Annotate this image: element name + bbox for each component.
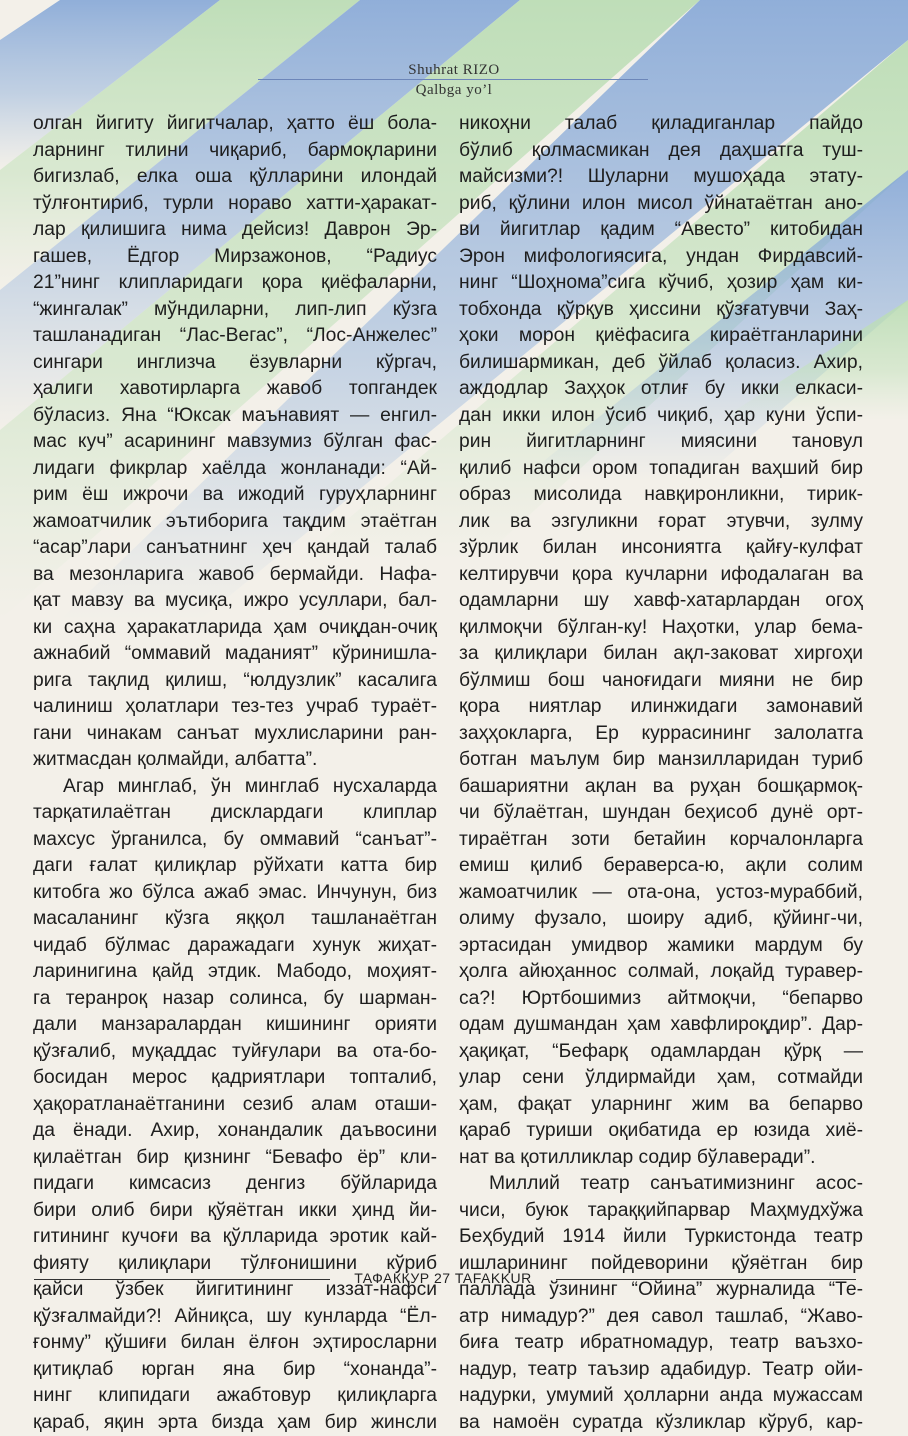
footer-rule-left — [34, 1279, 330, 1280]
text-line: образ мисолида навқиронликни, тирик- — [459, 482, 863, 509]
text-line: ларинигина қайд этдик. Мабодо, моҳият- — [33, 959, 437, 986]
text-line: сингари инглизча ёзувларни кўргач, — [33, 350, 437, 377]
text-line: аждодлар Заҳҳок отлиғ бу икки елкаси- — [459, 376, 863, 403]
page-footer — [0, 1268, 908, 1290]
text-line: ботган маълум бир манзилларидан туриб — [459, 747, 863, 774]
text-line: тираётган зоти бетайин корчалонларга — [459, 827, 863, 854]
text-line: дали манзаралардан кишининг орияти — [33, 1012, 437, 1039]
text-line: чиси, буюк тараққийпарвар Маҳмудхўжа — [459, 1198, 863, 1225]
text-line: қўзғалмайди?! Айниқса, шу кунларда “Ёл- — [33, 1304, 437, 1331]
text-line: махсус ўрганилса, бу оммавий “санъат”- — [33, 827, 437, 854]
text-line: Эрон мифологиясига, ундан Фирдавсий- — [459, 244, 863, 271]
text-line: ва мезонларига жавоб бермайди. Нафа- — [33, 562, 437, 589]
text-line: гашев, Ёдгор Мирзажонов, “Радиус — [33, 244, 437, 271]
text-line: за қилиқлари билан ақл-заковат хиргоҳи — [459, 641, 863, 668]
text-line: қат мавзу ва мусиқа, ижро усуллари, бал- — [33, 588, 437, 615]
text-line: одамларни шу хавф-хатарлардан огоҳ — [459, 588, 863, 615]
text-line: ишларининг пойдеворини қўяётган бир — [459, 1251, 863, 1278]
text-line: нат ва қотилликлар содир бўлаверади”. — [459, 1145, 863, 1172]
text-line: ташланадиган “Лас-Вегас”, “Лос-Анжелес” — [33, 323, 437, 350]
footer-rule-right — [556, 1279, 856, 1280]
text-line: гани чинакам санъат мухлисларини ран- — [33, 721, 437, 748]
text-line: да ёнади. Ахир, хонандалик даъвосини — [33, 1118, 437, 1145]
text-line: олиму фузало, шоиру адиб, қўйинг-чи, — [459, 906, 863, 933]
text-line: қўзғалиб, муқаддас туйғулари ва ота-бо- — [33, 1039, 437, 1066]
text-line: надурки, умумий ҳолларни анда мужассам — [459, 1383, 863, 1410]
text-line: жамоатчилик — ота-она, устоз-мураббий, — [459, 880, 863, 907]
text-line: пидаги кимсасиз денгиз бўйларида — [33, 1171, 437, 1198]
text-line: китобга жо бўлса ажаб эмас. Инчунун, биз — [33, 880, 437, 907]
text-line: лар қилишига нима дейсиз! Даврон Эр- — [33, 217, 437, 244]
text-line: мас куч” асарининг мавзумиз бўлган фас- — [33, 429, 437, 456]
text-line: бўлмиш бош чаноғидаги мияни не бир — [459, 668, 863, 695]
text-line: никоҳни талаб қиладиганлар пайдо — [459, 111, 863, 138]
text-line: масаланинг кўзга яққол ташланаётган — [33, 906, 437, 933]
text-line: емиш қилиб бераверса-ю, ақли солим — [459, 853, 863, 880]
text-line: бири олиб бири қўяётган икки ҳинд йи- — [33, 1198, 437, 1225]
text-line: рига тақлид қилиш, “юлдузлик” касалига — [33, 668, 437, 695]
text-line: ҳақиқат, “Бефарқ одамлардан қўрқ — — [459, 1039, 863, 1066]
text-line: Миллий театр санъатимизнинг асос- — [459, 1171, 863, 1198]
text-line: атр нимадур?” дея савол ташлаб, “Жаво- — [459, 1304, 863, 1331]
author-name: Shuhrat RIZO — [0, 62, 908, 79]
text-line: дан икки илон ўсиб чиқиб, ҳар куни ўспи- — [459, 403, 863, 430]
text-line: са?! Юртбошимиз айтмоқчи, “бепарво — [459, 986, 863, 1013]
text-line: қараб, яқин эрта бизда ҳам бир жинсли — [33, 1410, 437, 1436]
text-line: нинг “Шоҳнома”сига кўчиб, ҳозир ҳам ки- — [459, 270, 863, 297]
text-line: қитиқлаб юрган яна бир “хонанда”- — [33, 1357, 437, 1384]
text-line: гитининг кучоғи ва қўлларида эротик кай- — [33, 1224, 437, 1251]
text-line: олган йигиту йигитчалар, ҳатто ёш бола- — [33, 111, 437, 138]
text-line: 21”нинг клипларидаги қора қиёфаларни, — [33, 270, 437, 297]
text-line: рин йигитларнинг миясини тановул — [459, 429, 863, 456]
text-line: ҳақоратланаётганини сезиб алам оташи- — [33, 1092, 437, 1119]
text-line: тўлғонтириб, турли нораво хатти-ҳаракат- — [33, 191, 437, 218]
text-line: ҳам, фақат уларнинг жим ва бепарво — [459, 1092, 863, 1119]
text-line: ва намоён суратда кўзликлар кўруб, кар- — [459, 1410, 863, 1436]
text-line: надур, театр таъзир адабидур. Театр ойи- — [459, 1357, 863, 1384]
text-line: чидаб бўлмас даражадаги хунук жиҳат- — [33, 933, 437, 960]
footer-text: ТАФАККУР 27 TAFAKKUR — [330, 1270, 556, 1286]
article-title: Qalbga yo’l — [0, 82, 908, 99]
text-line: заҳҳокларга, Ер куррасининг залолатга — [459, 721, 863, 748]
text-line: қайси ўзбек йигитининг иззат-нафси — [33, 1277, 437, 1304]
text-line: босидан мерос қадриятлари топталиб, — [33, 1065, 437, 1092]
text-line: рим ёш ижрочи ва ижодий гуруҳларнинг — [33, 482, 437, 509]
text-line: лидаги фикрлар хаёлда жонланади: “Ай- — [33, 456, 437, 483]
text-line: биға театр ибратномадур, театр ваъзхо- — [459, 1330, 863, 1357]
text-line: Агар минглаб, ўн минглаб нусхаларда — [33, 774, 437, 801]
text-line: келтирувчи қора кучларни ифодалаган ва — [459, 562, 863, 589]
text-line: ҳалиги хавотирларга жавоб топгандек — [33, 376, 437, 403]
text-line: қилаётган бир қизнинг “Бевафо ёр” кли- — [33, 1145, 437, 1172]
text-line: улар сени ўлдирмайди ҳам, сотмайди — [459, 1065, 863, 1092]
text-line: башариятни ақлан ва руҳан бошқармоқ- — [459, 774, 863, 801]
text-line: ҳолга айюҳаннос солмай, лоқайд туравер- — [459, 959, 863, 986]
text-line: одам душмандан ҳам хавфлироқдир”. Дар- — [459, 1012, 863, 1039]
text-line: га теранроқ назар солинса, бу шарман- — [33, 986, 437, 1013]
text-line: ажнабий “оммавий маданият” кўринишла- — [33, 641, 437, 668]
text-line: нинг клипидаги ажабтовур қилиқларга — [33, 1383, 437, 1410]
text-line: лик ва эзгуликни ғорат этувчи, зулму — [459, 509, 863, 536]
text-line: ви йигитлар қадим “Авесто” китобидан — [459, 217, 863, 244]
text-line: қора ниятлар илинжидаги замонавий — [459, 694, 863, 721]
text-line: зўрлик билан инсониятга қайғу-кулфат — [459, 535, 863, 562]
text-line: қараб туриши оқибатида ер юзида хиё- — [459, 1118, 863, 1145]
text-line: “асар”лари санъатнинг ҳеч қандай талаб — [33, 535, 437, 562]
text-line: риб, қўлини илон мисол ўйнатаётган ано- — [459, 191, 863, 218]
header-rule — [258, 79, 648, 80]
text-line: билишармикан, деб ўйлаб қоласиз. Ахир, — [459, 350, 863, 377]
text-line: фияту қилиқлари тўлғонишини кўриб — [33, 1251, 437, 1278]
text-line: даги ғалат қилиқлар рўйхати катта бир — [33, 853, 437, 880]
text-line: паллада ўзининг “Ойина” журналида “Те- — [459, 1277, 863, 1304]
text-line: майсизми?! Шуларни мушоҳада этату- — [459, 164, 863, 191]
text-line: ларнинг тилини чиқариб, бармоқларини — [33, 138, 437, 165]
text-line: ки саҳна ҳаракатларида ҳам очиқдан-очиқ — [33, 615, 437, 642]
text-line: бигизлаб, елка оша қўлларини илондай — [33, 164, 437, 191]
text-line: қилмоқчи бўлган-ку! Наҳотки, улар бема- — [459, 615, 863, 642]
text-line: “жингалак” мўндиларни, лип-лип кўзга — [33, 297, 437, 324]
text-column-right — [459, 111, 863, 1436]
text-line: эртасидан умидвор жамики мардум бу — [459, 933, 863, 960]
text-line: Беҳбудий 1914 йили Туркистонда театр — [459, 1224, 863, 1251]
text-line: бўлиб қолмасмикан дея даҳшатга туш- — [459, 138, 863, 165]
text-line: чалиниш ҳолатлари тез-тез учраб турaёт- — [33, 694, 437, 721]
text-line: бўласиз. Яна “Юксак маънавият — енгил- — [33, 403, 437, 430]
text-line: қилиб нафси ором топадиган ваҳший бир — [459, 456, 863, 483]
text-column-left — [33, 111, 437, 1436]
text-line: житмасдан қолмайди, албатта”. — [33, 747, 437, 774]
text-line: чи бўлаётган, шундан беҳисоб дунё орт- — [459, 800, 863, 827]
text-line: тобхонда қўрқув ҳиссини қўзғатувчи Заҳ- — [459, 297, 863, 324]
text-line: ғонму” қўшиғи билан ёлғон эҳтиросларни — [33, 1330, 437, 1357]
text-line: тарқатилаётган дисклардаги клиплар — [33, 800, 437, 827]
text-line: ҳоки морон қиёфасига кираётганларини — [459, 323, 863, 350]
text-line: жамоатчилик эътиборига тақдим этаётган — [33, 509, 437, 536]
